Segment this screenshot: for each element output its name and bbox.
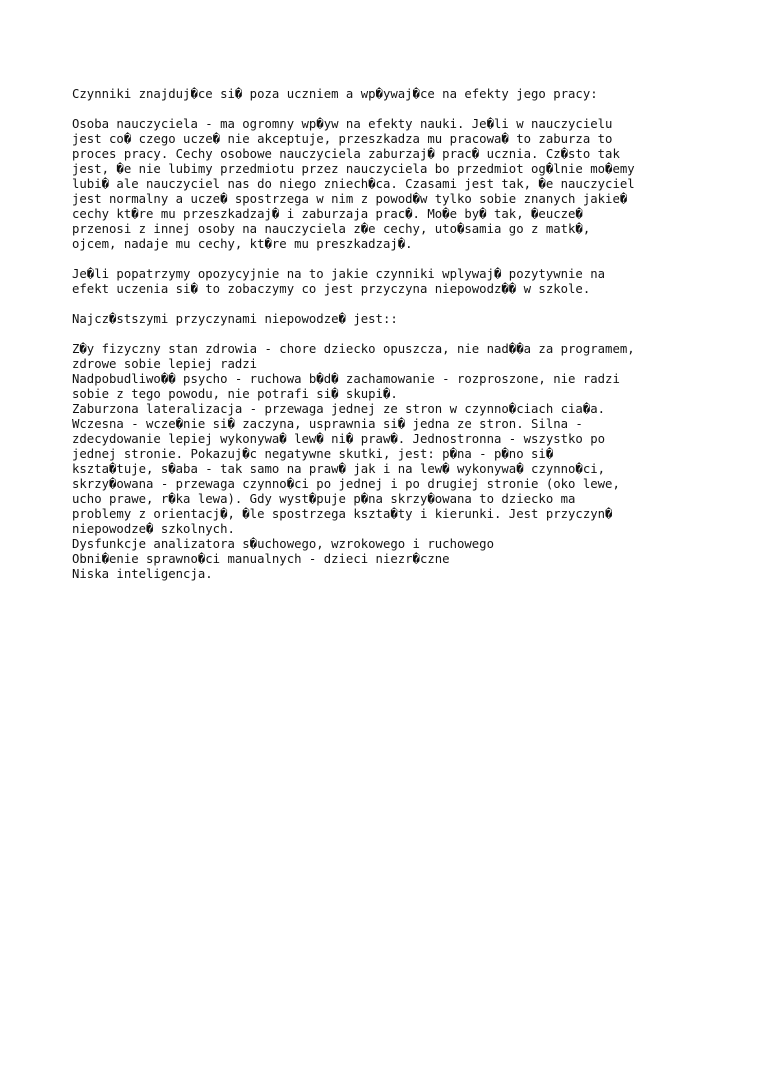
text-line: kszta�tuje, s�aba - tak samo na praw� jak i na lew� wykonywa� czynno�ci, xyxy=(72,462,606,476)
text-line: Najcz�stszymi przyczynami niepowodze� jest:: xyxy=(72,312,398,326)
list-heading xyxy=(72,312,712,327)
text-line: zdecydowanie lepiej wykonywa� lew� ni� praw�. Jednostronna - wszystko po xyxy=(72,432,606,446)
text-line: jest normalny a ucze� spostrzega w nim z powod�w tylko sobie znanych jakie� xyxy=(72,192,628,206)
text-line: Z�y fizyczny stan zdrowia - chore dziecko opuszcza, nie nad��a za programem, xyxy=(72,342,635,356)
text-line: jest, �e nie lubimy przedmiotu przez nauczyciela bo przedmiot og�lnie mo�emy xyxy=(72,162,635,176)
text-line: Nadpobudliwo�� psycho - ruchowa b�d� zachamowanie - rozproszone, nie radzi xyxy=(72,372,620,386)
text-line: jest co� czego ucze� nie akceptuje, przeszkadza mu pracowa� to zaburza to xyxy=(72,132,613,146)
document-page xyxy=(72,87,712,582)
paragraph-teacher xyxy=(72,117,712,252)
text-line: niepowodze� szkolnych. xyxy=(72,522,235,536)
text-line: efekt uczenia si� to zobaczymy co jest przyczyna niepowodz�� w szkole. xyxy=(72,282,591,296)
text-line: jednej stronie. Pokazuj�c negatywne skutki, jest: p�na - p�no si� xyxy=(72,447,554,461)
text-line: Czynniki znajduj�ce si� poza uczniem a wp�ywaj�ce na efekty jego pracy: xyxy=(72,87,598,101)
text-line: przenosi z innej osoby na nauczyciela z�e cechy, uto�samia go z matk�, xyxy=(72,222,591,236)
text-line: cechy kt�re mu przeszkadzaj� i zaburzaja prac�. Mo�e by� tak, �eucze� xyxy=(72,207,583,221)
text-line: problemy z orientacj�, �le spostrzega kszta�ty i kierunki. Jest przyczyn� xyxy=(72,507,613,521)
text-line: ucho prawe, r�ka lewa). Gdy wyst�puje p�na skrzy�owana to dziecko ma xyxy=(72,492,576,506)
text-line: Obni�enie sprawno�ci manualnych - dzieci niezr�czne xyxy=(72,552,450,566)
document-heading xyxy=(72,87,712,102)
text-line: ojcem, nadaje mu cechy, kt�re mu preszkadzaj�. xyxy=(72,237,413,251)
text-line: Wczesna - wcze�nie si� zaczyna, usprawnia si� jedna ze stron. Silna - xyxy=(72,417,583,431)
text-line: sobie z tego powodu, nie potrafi si� skupi�. xyxy=(72,387,398,401)
text-line: zdrowe sobie lepiej radzi xyxy=(72,357,258,371)
text-line: Zaburzona lateralizacja - przewaga jednej ze stron w czynno�ciach cia�a. xyxy=(72,402,606,416)
text-line: Osoba nauczyciela - ma ogromny wp�yw na efekty nauki. Je�li w nauczycielu xyxy=(72,117,613,131)
paragraph-opposite xyxy=(72,267,712,297)
causes-list xyxy=(72,342,712,582)
text-line: Je�li popatrzymy opozycyjnie na to jakie czynniki wplywaj� pozytywnie na xyxy=(72,267,606,281)
text-line: Niska inteligencja. xyxy=(72,567,213,581)
text-line: lubi� ale nauczyciel nas do niego zniech�ca. Czasami jest tak, �e nauczyciel xyxy=(72,177,635,191)
text-line: proces pracy. Cechy osobowe nauczyciela zaburzaj� prac� ucznia. Cz�sto tak xyxy=(72,147,620,161)
text-line: Dysfunkcje analizatora s�uchowego, wzrokowego i ruchowego xyxy=(72,537,494,551)
text-line: skrzy�owana - przewaga czynno�ci po jednej i po drugiej stronie (oko lewe, xyxy=(72,477,620,491)
